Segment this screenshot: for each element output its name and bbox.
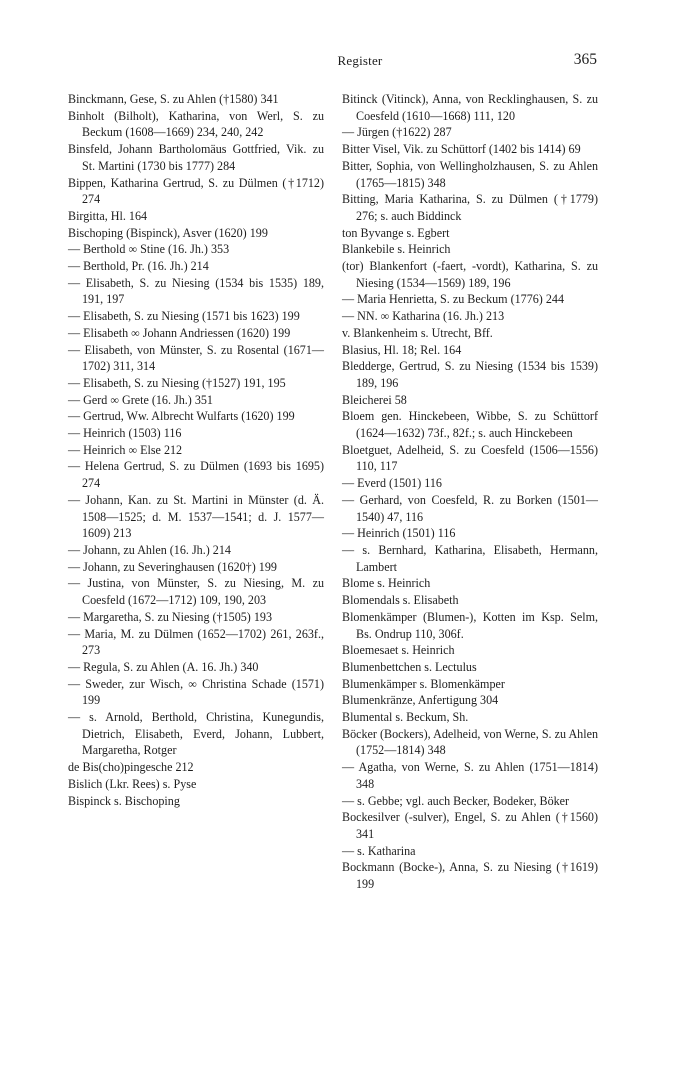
index-entry: Bloemesaet s. Heinrich xyxy=(342,643,455,658)
index-entry: — Elisabeth, S. zu Niesing (†1527) 191, 195 xyxy=(68,375,286,390)
index-entry: Blomendals s. Elisabeth xyxy=(342,593,459,608)
index-entry: Bloetguet, Adelheid, S. zu Coesfeld (1506—1556) 110, 117 xyxy=(342,442,598,474)
index-entry: — Elisabeth, von Münster, S. zu Rosental (1671—1702) 311, 314 xyxy=(68,342,324,374)
index-entry: Bitting, Maria Katharina, S. zu Dülmen (†1779) 276; s. auch Biddinck xyxy=(342,192,598,223)
index-entry: — Berthold ∞ Stine (16. Jh.) 353 xyxy=(68,242,230,257)
index-entry: Bledderge, Gertrud, S. zu Niesing (1534 bis 1539) 189, 196 xyxy=(342,359,598,390)
index-entry: — s. Gebbe; vgl. auch Becker, Bodeker, Böker xyxy=(342,793,570,808)
index-entry: ton Byvange s. Egbert xyxy=(342,225,450,240)
index-entry: Blumenbettchen s. Lectulus xyxy=(342,659,477,674)
index-entry: — Heinrich (1501) 116 xyxy=(342,526,456,541)
index-entry: Bloem gen. Hinckebeen, Wibbe, S. zu Schüttorf (1624—1632) 73f., 82f.; s. auch Hinckebeen xyxy=(342,409,598,441)
index-entry: — Regula, S. zu Ahlen (A. 16. Jh.) 340 xyxy=(68,659,259,674)
index-entry: — Gertrud, Ww. Albrecht Wulfarts (1620) 199 xyxy=(68,409,295,424)
index-entry: Bockesilver (-sulver), Engel, S. zu Ahlen (†1560) 341 xyxy=(342,810,598,841)
index-entry: v. Blankenheim s. Utrecht, Bff. xyxy=(342,325,493,340)
index-entry: — Elisabeth, S. zu Niesing (1571 bis 1623) 199 xyxy=(68,309,300,324)
index-entry: Bitinck (Vitinck), Anna, von Recklinghausen, S. zu Coesfeld (1610—1668) 111, 120 xyxy=(342,92,598,123)
index-entry: — Heinrich ∞ Else 212 xyxy=(68,442,183,457)
index-entry: Böcker (Bockers), Adelheid, von Werne, S. zu Ahlen (1752—1814) 348 xyxy=(342,726,598,758)
index-entry: — Johann, zu Ahlen (16. Jh.) 214 xyxy=(68,542,231,557)
index-column-left xyxy=(68,91,324,809)
index-entry: — Agatha, von Werne, S. zu Ahlen (1751—1814) 348 xyxy=(342,760,598,791)
index-entry: — Johann, zu Severinghausen (1620†) 199 xyxy=(68,559,277,574)
index-entry: (tor) Blankenfort (-faert, -vordt), Katharina, S. zu Niesing (1534—1569) 189, 196 xyxy=(342,259,598,290)
index-entry: Blankebile s. Heinrich xyxy=(342,242,451,257)
index-entry: Binckmann, Gese, S. zu Ahlen (†1580) 341 xyxy=(68,92,279,106)
index-entry: — Sweder, zur Wisch, ∞ Christina Schade (1571) 199 xyxy=(68,676,324,708)
index-entry: Bippen, Katharina Gertrud, S. zu Dülmen (†1712) 274 xyxy=(68,175,324,207)
index-entry: — s. Arnold, Berthold, Christina, Kunegundis, Dietrich, Elisabeth, Everd, Johann, Lubbert, Margaretha, Rotger xyxy=(68,710,324,758)
index-entry: Bitter Visel, Vik. zu Schüttorf (1402 bis 1414) 69 xyxy=(342,142,581,157)
index-entry: — s. Bernhard, Katharina, Elisabeth, Hermann, Lambert xyxy=(342,542,598,574)
index-entry: — Elisabeth, S. zu Niesing (1534 bis 1535) 189, 191, 197 xyxy=(68,275,324,307)
index-entry: de Bis(cho)pingesche 212 xyxy=(68,760,194,775)
index-entry: Bispinck s. Bischoping xyxy=(68,793,180,808)
index-entry: — Margaretha, S. zu Niesing (†1505) 193 xyxy=(68,609,272,624)
index-entry: — Maria Henrietta, S. zu Beckum (1776) 244 xyxy=(342,292,564,307)
index-entry: Blomenkämper (Blumen-), Kotten im Ksp. Selm, Bs. Ondrup 110, 306f. xyxy=(342,609,598,641)
index-entry: Blumental s. Beckum, Sh. xyxy=(342,710,469,725)
index-entry: — NN. ∞ Katharina (16. Jh.) 213 xyxy=(342,309,505,324)
index-entry: — Berthold, Pr. (16. Jh.) 214 xyxy=(68,259,209,274)
index-entry: Binholt (Bilholt), Katharina, von Werl, S. zu Beckum (1608—1669) 234, 240, 242 xyxy=(68,108,324,140)
index-entry: Bleicherei 58 xyxy=(342,392,407,407)
index-entry: Birgitta, Hl. 164 xyxy=(68,208,148,223)
page-number: 365 xyxy=(573,51,597,68)
index-entry: — s. Katharina xyxy=(342,843,416,858)
index-entry: — Gerd ∞ Grete (16. Jh.) 351 xyxy=(68,392,213,407)
index-entry: Binsfeld, Johann Bartholomäus Gottfried, Vik. zu St. Martini (1730 bis 1777) 284 xyxy=(68,142,324,173)
index-entry: — Elisabeth ∞ Johann Andriessen (1620) 199 xyxy=(68,325,291,340)
index-entry: — Gerhard, von Coesfeld, R. zu Borken (1501—1540) 47, 116 xyxy=(342,492,598,524)
index-entry: Bockmann (Bocke-), Anna, S. zu Niesing (†1619) 199 xyxy=(342,860,598,892)
index-column-right xyxy=(342,91,598,893)
index-entry: Blome s. Heinrich xyxy=(342,576,431,591)
index-entry: — Justina, von Münster, S. zu Niesing, M. zu Coesfeld (1672—1712) 109, 190, 203 xyxy=(68,576,324,608)
index-entry: Blumenkämper s. Blomenkämper xyxy=(342,676,505,691)
index-entry: Bischoping (Bispinck), Asver (1620) 199 xyxy=(68,225,268,240)
index-entry: — Everd (1501) 116 xyxy=(342,476,442,491)
index-entry: — Johann, Kan. zu St. Martini in Münster (d. Ä. 1508—1525; d. M. 1537—1541; d. J. 1577—1609) 213 xyxy=(68,492,324,541)
index-entry: — Maria, M. zu Dülmen (1652—1702) 261, 263f., 273 xyxy=(68,626,324,658)
index-entry: Bitter, Sophia, von Wellingholzhausen, S. zu Ahlen (1765—1815) 348 xyxy=(342,158,598,190)
running-head xyxy=(0,51,700,71)
index-entry: Bislich (Lkr. Rees) s. Pyse xyxy=(68,776,197,791)
index-entry: Blumenkränze, Anfertigung 304 xyxy=(342,693,499,708)
index-entry: Blasius, Hl. 18; Rel. 164 xyxy=(342,342,462,357)
index-entry: — Jürgen (†1622) 287 xyxy=(342,125,452,140)
running-head-title: Register xyxy=(337,53,383,68)
index-entry: — Heinrich (1503) 116 xyxy=(68,426,182,441)
index-entry: — Helena Gertrud, S. zu Dülmen (1693 bis 1695) 274 xyxy=(68,459,324,491)
